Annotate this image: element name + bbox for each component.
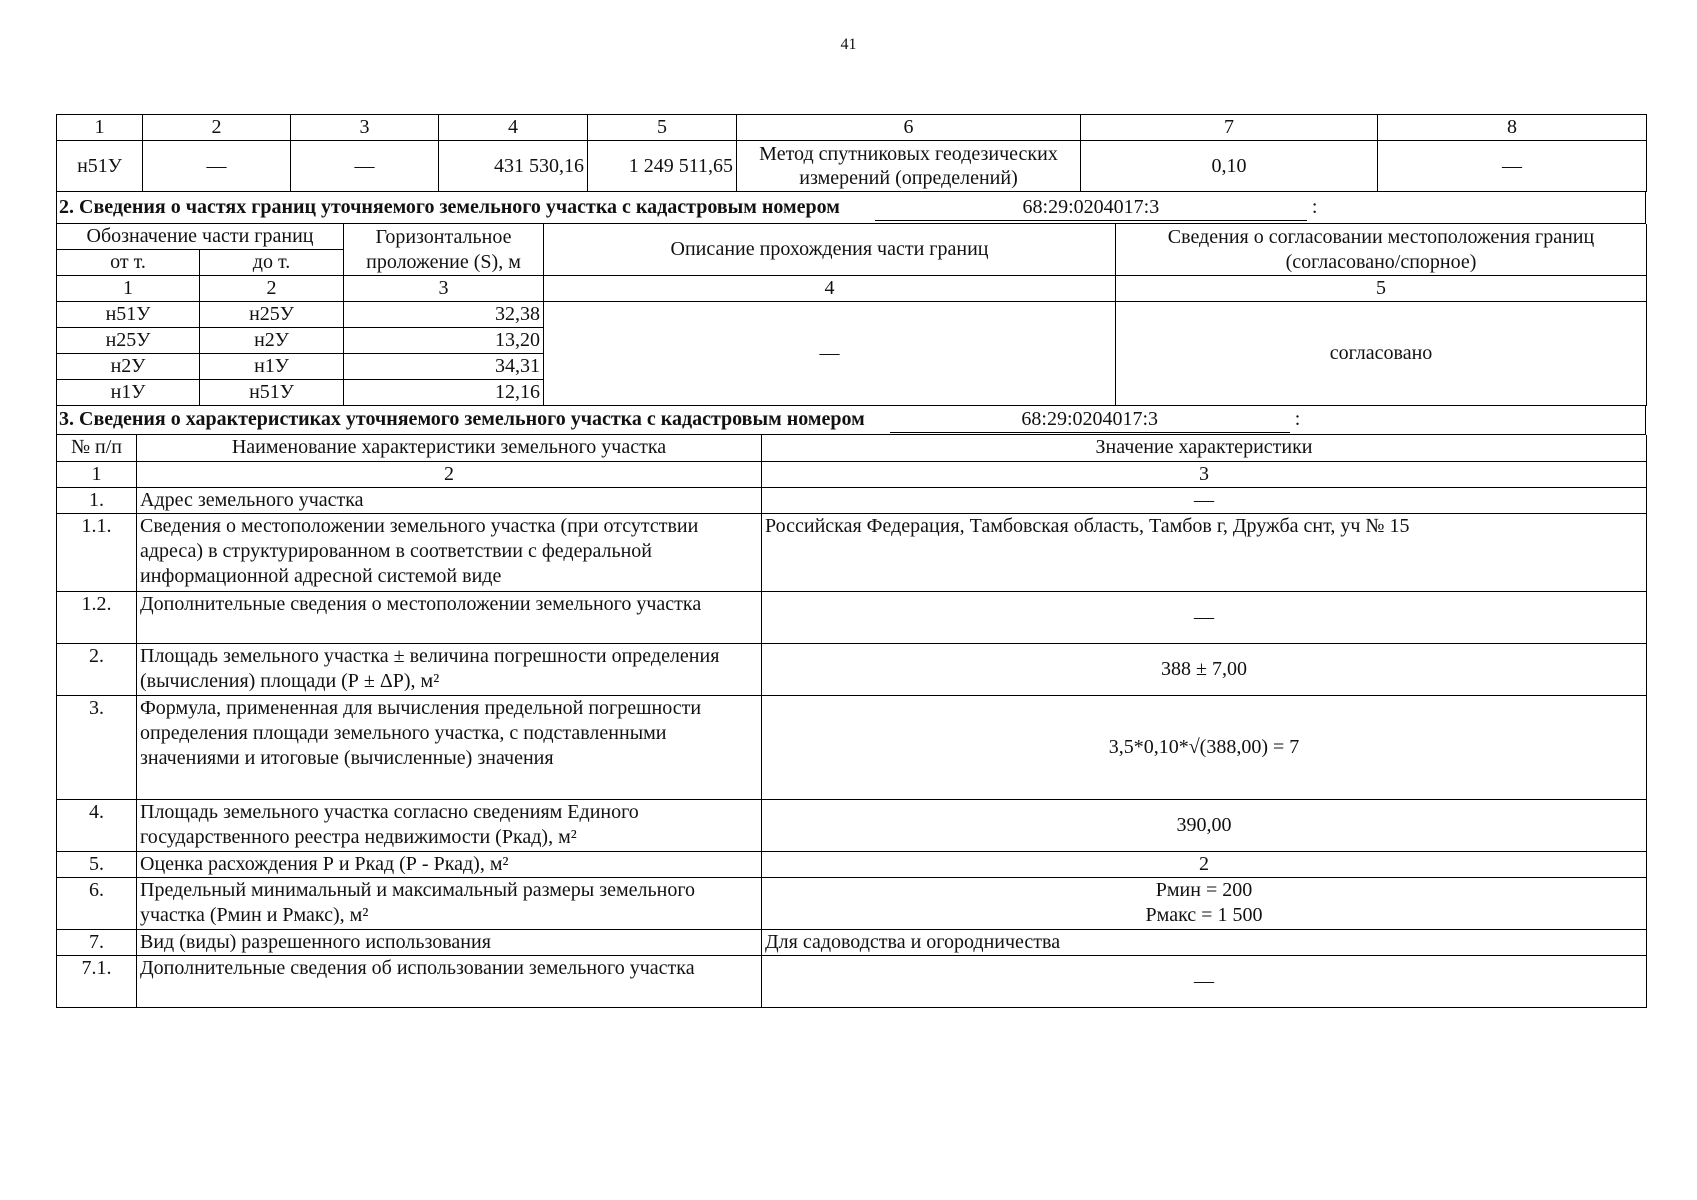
- from-point: н25У: [57, 328, 200, 354]
- characteristic-value: 2: [762, 851, 1647, 877]
- characteristic-name: Сведения о местоположении земельного участка (при отсутствии адреса) в структурированном в соответствии с федеральной информационной адресной системой виде: [137, 513, 762, 591]
- row-number: 1.: [57, 487, 137, 513]
- col-num: 4: [544, 276, 1116, 302]
- to-header: до т.: [200, 250, 344, 276]
- cell: —: [1378, 141, 1647, 192]
- point-name: н51У: [57, 141, 143, 192]
- characteristics-table: [56, 435, 1647, 1008]
- description-value: —: [544, 302, 1116, 406]
- col-num: 5: [1116, 276, 1647, 302]
- characteristic-name: Формула, примененная для вычисления предельной погрешности определения площади земельного участка, с подставленными значениями и итоговые (вычисленные) значения: [137, 695, 762, 799]
- col-num-7: 7: [1081, 115, 1378, 141]
- row-number: 4.: [57, 799, 137, 851]
- from-point: н51У: [57, 302, 200, 328]
- designation-header: Обозначение части границ: [57, 224, 344, 250]
- characteristic-value: 390,00: [762, 799, 1647, 851]
- section3-title-table: [56, 406, 1646, 435]
- characteristic-value: 3,5*0,10*√(388,00) = 7: [762, 695, 1647, 799]
- section2-title-text: 2. Сведения о частях границ уточняемого земельного участка с кадастровым номером: [59, 195, 840, 218]
- method: Метод спутниковых геодезических измерений (определений): [737, 141, 1081, 192]
- agreement-header: Сведения о согласовании местоположения границ (согласовано/спорное): [1116, 224, 1647, 276]
- col-num-8: 8: [1378, 115, 1647, 141]
- document-body: [56, 114, 1646, 1008]
- characteristic-value: Российская Федерация, Тамбовская область, Тамбов г, Дружба снт, уч № 15: [762, 513, 1647, 591]
- row-number: 1.1.: [57, 513, 137, 591]
- table-row: [57, 851, 1647, 877]
- page-number: 41: [840, 36, 857, 53]
- coordinates-header-row: [57, 115, 1647, 141]
- characteristic-value: 388 ± 7,00: [762, 643, 1647, 695]
- characteristic-name: Предельный минимальный и максимальный размеры земельного участка (Рмин и Рмакс), м²: [137, 877, 762, 929]
- value-header: Значение характеристики: [762, 435, 1647, 461]
- num-header: № п/п: [57, 435, 137, 461]
- col-num: 1: [57, 276, 200, 302]
- cell: —: [143, 141, 291, 192]
- col-num-2: 2: [143, 115, 291, 141]
- agreement-value: согласовано: [1116, 302, 1647, 406]
- table-row: [57, 695, 1647, 799]
- section2-title-table: [56, 192, 1646, 224]
- section3-header-row: [57, 435, 1647, 461]
- characteristic-value: Для садоводства и огородничества: [762, 929, 1647, 955]
- to-point: н25У: [200, 302, 344, 328]
- col-num: 3: [762, 461, 1647, 487]
- col-num-6: 6: [737, 115, 1081, 141]
- row-number: 1.2.: [57, 591, 137, 643]
- table-row: [57, 955, 1647, 1007]
- characteristic-name: Дополнительные сведения о местоположении земельного участка: [137, 591, 762, 643]
- table-row: [57, 643, 1647, 695]
- cell: —: [291, 141, 439, 192]
- col-num-5: 5: [588, 115, 737, 141]
- col-num-3: 3: [291, 115, 439, 141]
- from-header: от т.: [57, 250, 200, 276]
- section2-cadastral-number: 68:29:0204017:3: [875, 195, 1307, 221]
- distance: 34,31: [344, 354, 544, 380]
- characteristic-name: Площадь земельного участка ± величина погрешности определения (вычисления) площади (Р ± ΔР), м²: [137, 643, 762, 695]
- col-num: 2: [200, 276, 344, 302]
- table-row: [57, 141, 1647, 192]
- distance: 13,20: [344, 328, 544, 354]
- table-row: [57, 513, 1647, 591]
- from-point: н1У: [57, 380, 200, 406]
- row-number: 7.1.: [57, 955, 137, 1007]
- characteristic-name: Дополнительные сведения об использовании земельного участка: [137, 955, 762, 1007]
- table-row: [57, 487, 1647, 513]
- characteristic-value: —: [762, 591, 1647, 643]
- table-row: [57, 799, 1647, 851]
- coord-x: 431 530,16: [439, 141, 588, 192]
- row-number: 5.: [57, 851, 137, 877]
- section2-col-numbers: [57, 276, 1647, 302]
- to-point: н51У: [200, 380, 344, 406]
- coord-y: 1 249 511,65: [588, 141, 737, 192]
- characteristic-name: Оценка расхождения Р и Ркад (Р - Ркад), м²: [137, 851, 762, 877]
- section3-col-numbers: [57, 461, 1647, 487]
- description-header: Описание прохождения части границ: [544, 224, 1116, 276]
- distance: 12,16: [344, 380, 544, 406]
- boundary-parts-table: [56, 224, 1647, 406]
- table-row: [57, 929, 1647, 955]
- value-max: Рмакс = 1 500: [1145, 904, 1263, 926]
- col-num: 3: [344, 276, 544, 302]
- col-num: 1: [57, 461, 137, 487]
- row-number: 2.: [57, 643, 137, 695]
- section3-title: [57, 406, 1646, 435]
- from-point: н2У: [57, 354, 200, 380]
- table-row: [57, 302, 1647, 328]
- col-num-1: 1: [57, 115, 143, 141]
- value-min: Рмин = 200: [1155, 879, 1253, 901]
- characteristic-value: —: [762, 955, 1647, 1007]
- row-number: 7.: [57, 929, 137, 955]
- characteristic-name: Вид (виды) разрешенного использования: [137, 929, 762, 955]
- section3-title-text: 3. Сведения о характеристиках уточняемого земельного участка с кадастровым номером: [59, 408, 865, 430]
- to-point: н2У: [200, 328, 344, 354]
- row-number: 3.: [57, 695, 137, 799]
- table-row: [57, 591, 1647, 643]
- row-number: 6.: [57, 877, 137, 929]
- section2-colon: :: [1311, 195, 1318, 218]
- horizontal-header: Горизонтальное проложение (S), м: [344, 224, 544, 276]
- characteristic-value: [762, 877, 1647, 929]
- to-point: н1У: [200, 354, 344, 380]
- distance: 32,38: [344, 302, 544, 328]
- coordinates-table: [56, 114, 1647, 192]
- section3-cadastral-number: 68:29:0204017:3: [890, 407, 1290, 433]
- characteristic-name: Площадь земельного участка согласно сведениям Единого государственного реестра недвижимости (Ркад), м²: [137, 799, 762, 851]
- col-num: 2: [137, 461, 762, 487]
- precision: 0,10: [1081, 141, 1378, 192]
- col-num-4: 4: [439, 115, 588, 141]
- characteristic-name: Адрес земельного участка: [137, 487, 762, 513]
- section3-colon: :: [1294, 408, 1301, 430]
- name-header: Наименование характеристики земельного участка: [137, 435, 762, 461]
- section2-title: [57, 192, 1646, 224]
- table-row: [57, 877, 1647, 929]
- characteristic-value: —: [762, 487, 1647, 513]
